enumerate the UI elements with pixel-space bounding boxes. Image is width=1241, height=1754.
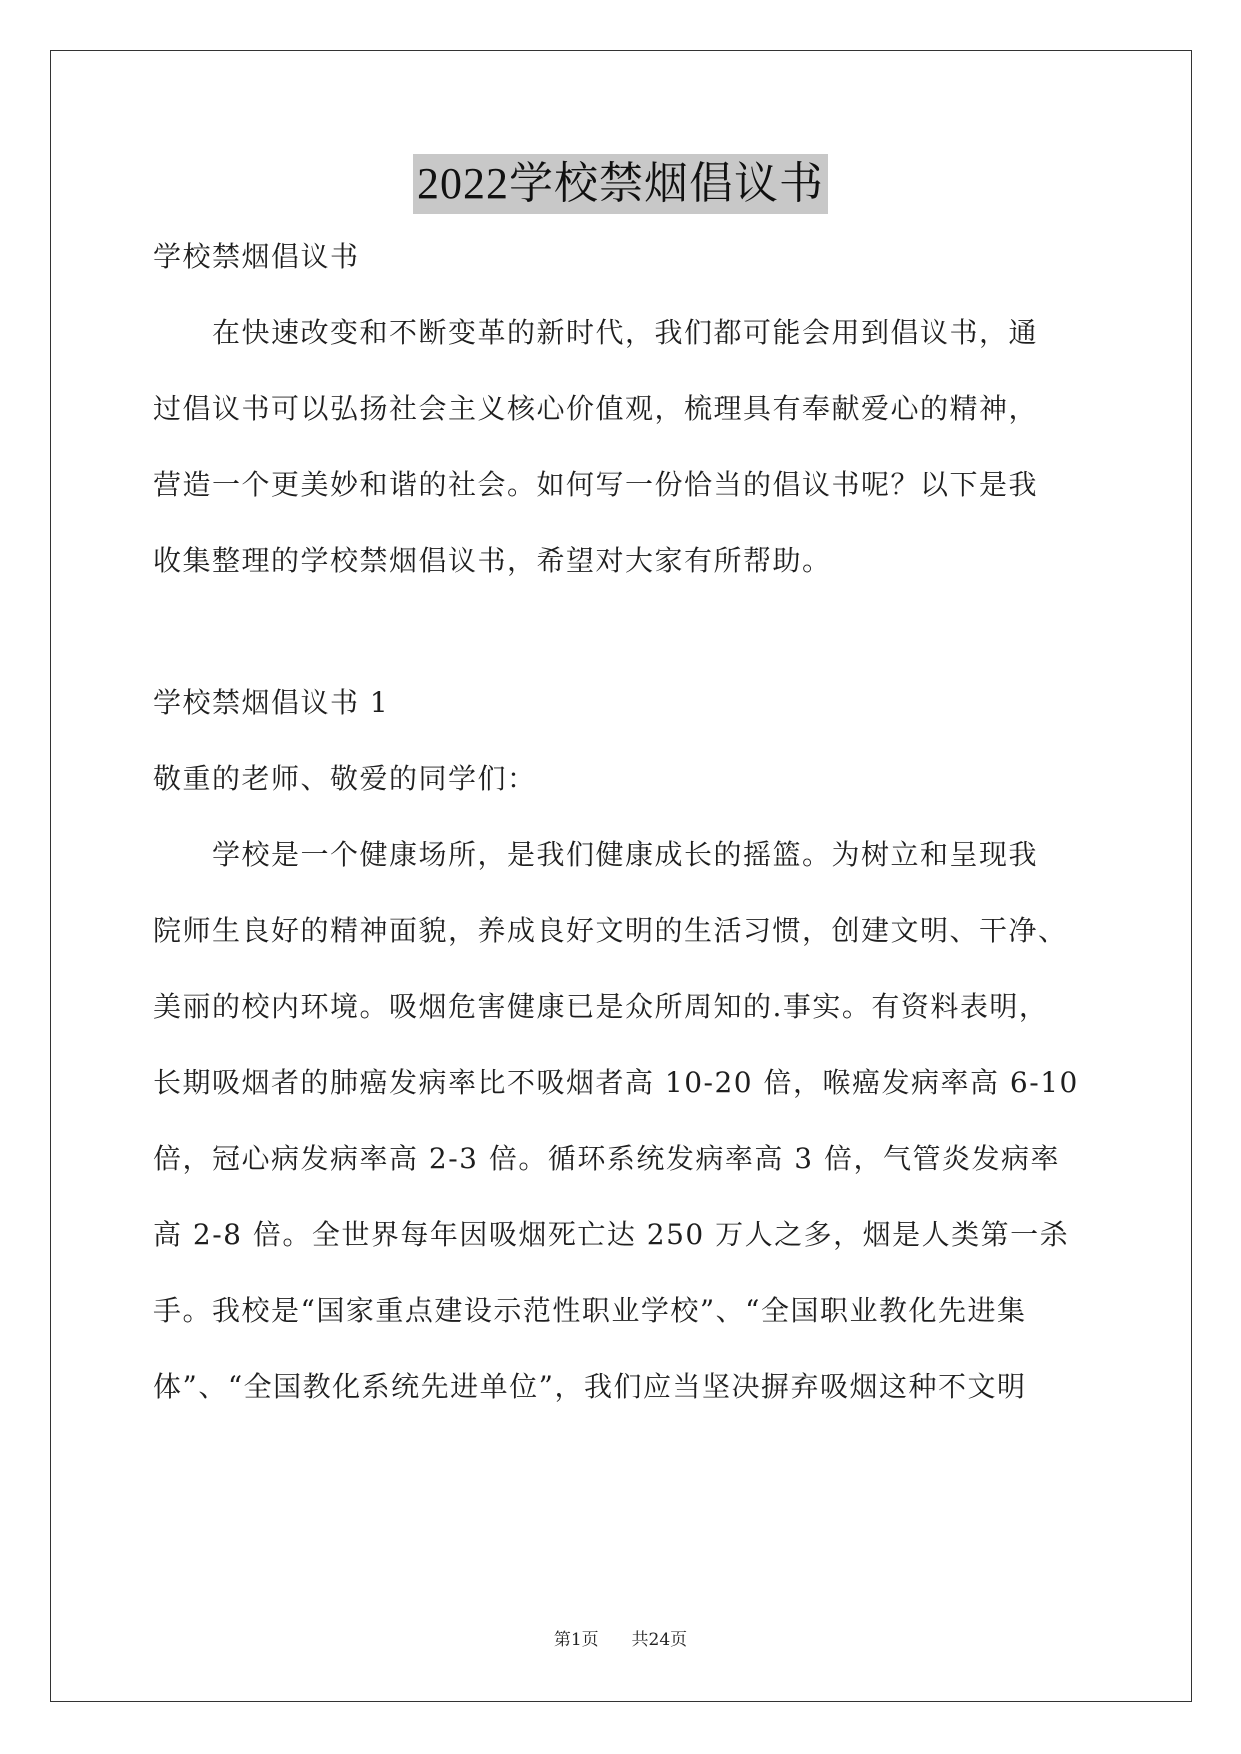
paragraph-line: 长期吸烟者的肺癌发病率比不吸烟者高 10-20 倍，喉癌发病率高 6-10 xyxy=(153,1066,1079,1099)
subtitle-line: 学校禁烟倡议书 xyxy=(153,240,360,273)
paragraph-line: 院师生良好的精神面貌，养成良好文明的生活习惯，创建文明、干净、 xyxy=(153,914,1068,947)
page-footer xyxy=(0,1628,1241,1652)
paragraph-line: 在快速改变和不断变革的新时代，我们都可能会用到倡议书，通 xyxy=(153,316,1039,349)
paragraph-line: 收集整理的学校禁烟倡议书，希望对大家有所帮助。 xyxy=(153,544,832,577)
page-border xyxy=(50,50,1192,1702)
title-container xyxy=(0,154,1241,214)
paragraph-line: 学校是一个健康场所，是我们健康成长的摇篮。为树立和呈现我 xyxy=(153,838,1039,871)
paragraph-line: 体”、“全国教化系统先进单位”，我们应当坚决摒弃吸烟这种不文明 xyxy=(153,1370,1027,1403)
page-number: 第1页 xyxy=(553,1630,599,1650)
paragraph-line: 过倡议书可以弘扬社会主义核心价值观，梳理具有奉献爱心的精神， xyxy=(153,392,1039,425)
page-total: 共24页 xyxy=(631,1630,688,1650)
paragraph-line: 美丽的校内环境。吸烟危害健康已是众所周知的.事实。有资料表明， xyxy=(153,990,1049,1023)
salutation-line: 敬重的老师、敬爱的同学们： xyxy=(153,762,537,795)
paragraph-line: 高 2-8 倍。全世界每年因吸烟死亡达 250 万人之多，烟是人类第一杀 xyxy=(153,1218,1070,1251)
document-title: 2022学校禁烟倡议书 xyxy=(413,154,828,214)
paragraph-line: 手。我校是“国家重点建设示范性职业学校”、“全国职业教化先进集 xyxy=(153,1294,1027,1327)
section-heading: 学校禁烟倡议书 1 xyxy=(153,686,390,719)
paragraph-line: 营造一个更美妙和谐的社会。如何写一份恰当的倡议书呢？以下是我 xyxy=(153,468,1039,501)
paragraph-line: 倍，冠心病发病率高 2-3 倍。循环系统发病率高 3 倍，气管炎发病率 xyxy=(153,1142,1061,1175)
